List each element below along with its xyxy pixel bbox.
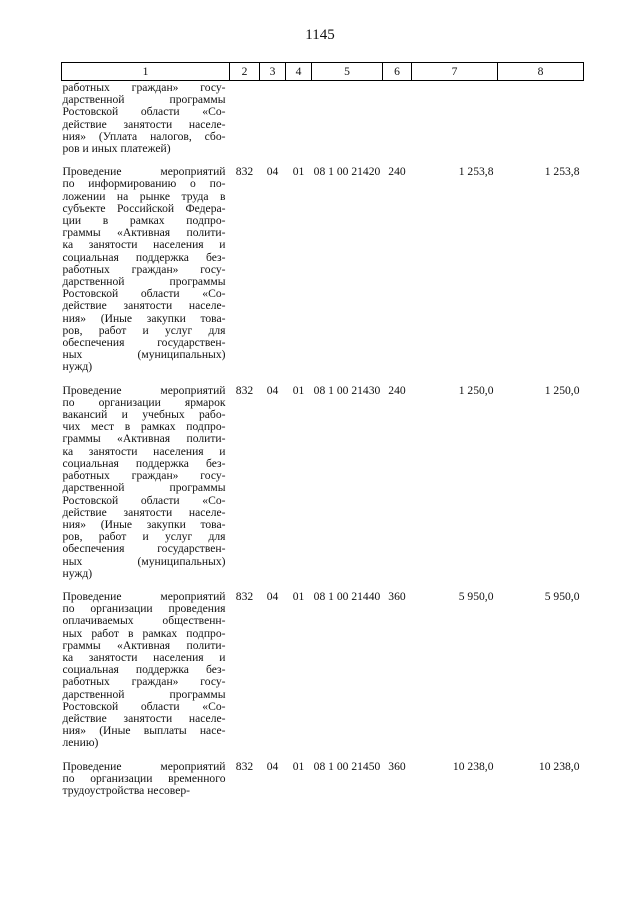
description-line: ния» (Иные выплаты насе- xyxy=(62,724,226,738)
description-line: нужд) xyxy=(62,566,93,580)
description-line: Проведение мероприятий xyxy=(62,383,226,397)
description-line: действие занятости населе- xyxy=(62,505,226,519)
description-line: Ростовской области «Со- xyxy=(62,287,226,301)
expense-type-code: 360 xyxy=(388,759,406,773)
section-code: 04 xyxy=(266,165,279,179)
description-line: ров и иных платежей) xyxy=(62,142,171,156)
description-line: по организации временного xyxy=(62,771,226,785)
amount-col-7 xyxy=(412,81,498,165)
target-article-code: 08 1 00 21450 xyxy=(313,759,381,773)
ministry-code: 832 xyxy=(235,759,254,773)
description-line: Ростовской области «Со- xyxy=(62,699,226,713)
header-col-2: 2 xyxy=(230,63,260,81)
amount-col-7: 1 250,0 xyxy=(458,383,494,397)
target-article-code: 08 1 00 21440 xyxy=(313,589,381,603)
header-col-1: 1 xyxy=(62,63,230,81)
ministry-code: 832 xyxy=(235,589,254,603)
description-line: ка занятости населения и xyxy=(62,650,226,664)
ministry-code xyxy=(230,81,260,165)
description-line: работных граждан» госу- xyxy=(62,81,226,94)
description-line: дарственной программы xyxy=(62,93,226,107)
description-line: ров, работ и услуг для xyxy=(62,530,226,544)
description-line: по организации ярмарок xyxy=(62,395,226,409)
subsection-code xyxy=(286,81,312,165)
amount-col-7: 5 950,0 xyxy=(458,589,494,603)
description-line: работных граждан» госу- xyxy=(62,469,226,483)
target-article-code: 08 1 00 21430 xyxy=(313,383,381,397)
description-line: ния» (Уплата налогов, сбо- xyxy=(62,129,226,143)
amount-col-8: 1 250,0 xyxy=(544,383,580,397)
section-code: 04 xyxy=(266,759,279,773)
description-line: Проведение мероприятий xyxy=(62,165,226,179)
description-line: ных работ в рамках подпро- xyxy=(62,626,226,640)
description-line: трудоустройства несовер- xyxy=(62,783,190,797)
amount-col-7: 1 253,8 xyxy=(458,165,494,179)
header-col-5: 5 xyxy=(312,63,383,81)
amount-col-7: 10 238,0 xyxy=(452,759,494,773)
description-line: работных граждан» госу- xyxy=(62,675,226,689)
header-col-7: 7 xyxy=(412,63,498,81)
section-code: 04 xyxy=(266,589,279,603)
description-line: социальная поддержка без- xyxy=(62,663,226,677)
description-line: действие занятости населе- xyxy=(62,117,226,131)
description-line: ных (муниципальных) xyxy=(62,348,226,362)
header-col-8: 8 xyxy=(498,63,584,81)
description-line: ка занятости населения и xyxy=(62,444,226,458)
ministry-code: 832 xyxy=(235,165,254,179)
description-line: Ростовской области «Со- xyxy=(62,105,226,119)
expense-type-code: 240 xyxy=(388,383,406,397)
section-code xyxy=(260,81,286,165)
description-line: лению) xyxy=(62,736,99,750)
description-line: по информированию о по- xyxy=(62,177,226,191)
subsection-code: 01 xyxy=(292,589,305,603)
description-line: субъекте Российской Федера- xyxy=(62,201,226,215)
target-article-code xyxy=(312,81,383,165)
amount-col-8: 1 253,8 xyxy=(544,165,580,179)
description-line: дарственной программы xyxy=(62,275,226,289)
amount-col-8: 5 950,0 xyxy=(544,589,580,603)
subsection-code: 01 xyxy=(292,383,305,397)
budget-table xyxy=(61,62,584,806)
section-code: 04 xyxy=(266,383,279,397)
description-line: ка занятости населения и xyxy=(62,238,226,252)
description-line: чих мест в рамках подпро- xyxy=(62,420,226,434)
header-col-4: 4 xyxy=(286,63,312,81)
table-header-row xyxy=(62,63,584,81)
description-line: дарственной программы xyxy=(62,481,226,495)
target-article-code: 08 1 00 21420 xyxy=(313,165,381,179)
description-line: оплачиваемых общественн- xyxy=(62,614,226,628)
description-line: дарственной программы xyxy=(62,687,226,701)
description-line: обеспечения государствен- xyxy=(62,542,226,556)
description-line: граммы «Активная полити- xyxy=(62,432,226,446)
description-line: ров, работ и услуг для xyxy=(62,323,226,337)
row-description xyxy=(62,383,230,589)
description-line: социальная поддержка без- xyxy=(62,456,226,470)
subsection-code: 01 xyxy=(292,759,305,773)
description-line: ных (муниципальных) xyxy=(62,554,226,568)
description-line: действие занятости населе- xyxy=(62,299,226,313)
amount-col-8: 10 238,0 xyxy=(538,759,580,773)
amount-col-8 xyxy=(498,81,584,165)
description-line: граммы «Активная полити- xyxy=(62,638,226,652)
table-row xyxy=(62,383,584,589)
header-col-3: 3 xyxy=(260,63,286,81)
description-line: действие занятости населе- xyxy=(62,711,226,725)
description-line: социальная поддержка без- xyxy=(62,250,226,264)
table-row xyxy=(62,759,584,807)
expense-type-code: 240 xyxy=(388,165,406,179)
expense-type-code xyxy=(383,81,412,165)
row-description xyxy=(62,589,230,759)
row-description xyxy=(62,164,230,382)
expense-type-code: 360 xyxy=(388,589,406,603)
description-line: работных граждан» госу- xyxy=(62,262,226,276)
description-line: ния» (Иные закупки това- xyxy=(62,517,226,531)
page-number: 1145 xyxy=(305,27,335,43)
description-line: обеспечения государствен- xyxy=(62,336,226,350)
description-line: вакансий и учебных рабо- xyxy=(62,408,226,422)
table-row xyxy=(62,81,584,165)
ministry-code: 832 xyxy=(235,383,254,397)
description-line: ции в рамках подпро- xyxy=(62,214,226,228)
description-line: ложении на рынке труда в xyxy=(62,189,226,203)
description-line: по организации проведения xyxy=(62,602,226,616)
description-line: Проведение мероприятий xyxy=(62,759,226,773)
description-line: Ростовской области «Со- xyxy=(62,493,226,507)
table-row xyxy=(62,164,584,382)
row-description xyxy=(62,81,230,165)
table-row xyxy=(62,589,584,759)
description-line: ния» (Иные закупки това- xyxy=(62,311,226,325)
description-line: граммы «Активная полити- xyxy=(62,226,226,240)
description-line: нужд) xyxy=(62,360,93,374)
description-line: Проведение мероприятий xyxy=(62,589,226,603)
subsection-code: 01 xyxy=(292,165,305,179)
row-description xyxy=(62,759,230,807)
header-col-6: 6 xyxy=(383,63,412,81)
